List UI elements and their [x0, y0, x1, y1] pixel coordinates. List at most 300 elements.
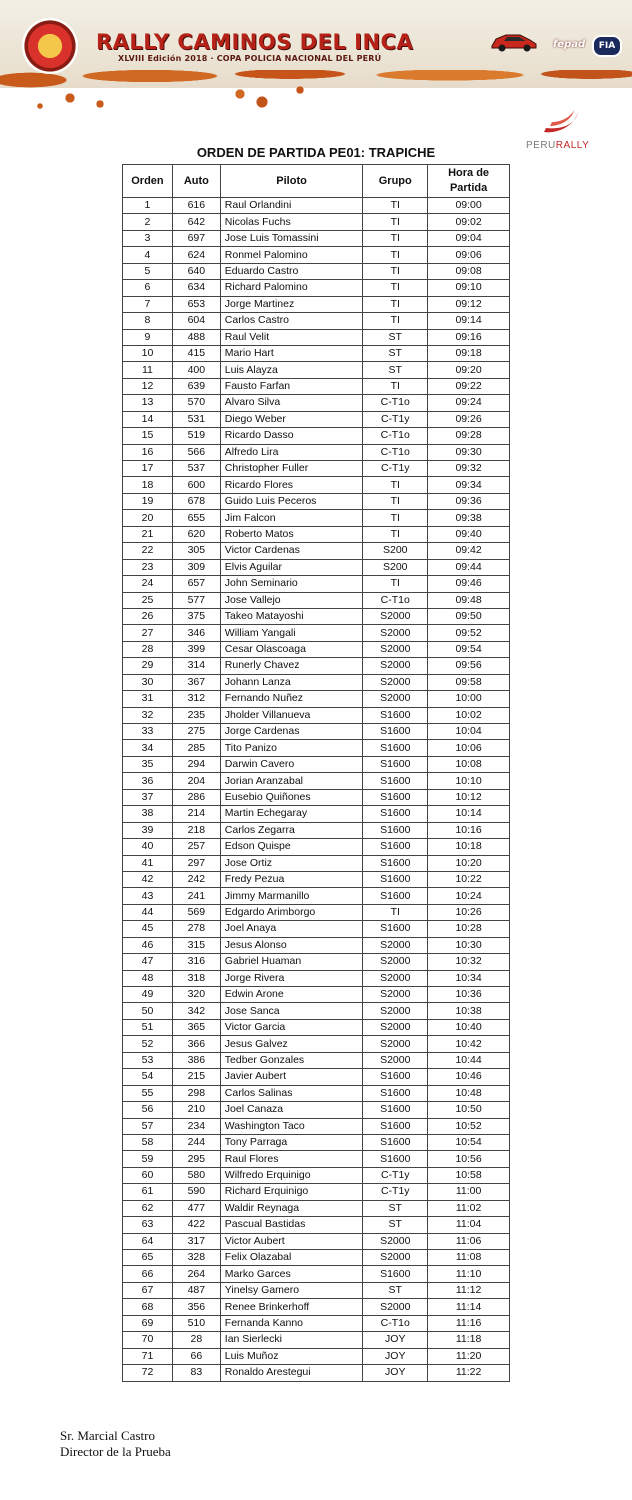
cell-grupo: S1600 — [363, 1151, 428, 1167]
cell-grupo: S1600 — [363, 789, 428, 805]
cell-auto: 275 — [172, 724, 220, 740]
cell-auto: 294 — [172, 756, 220, 772]
cell-piloto: Tedber Gonzales — [220, 1052, 363, 1068]
cell-auto: 356 — [172, 1299, 220, 1315]
cell-auto: 537 — [172, 461, 220, 477]
cell-orden: 50 — [123, 1003, 173, 1019]
cell-auto: 83 — [172, 1365, 220, 1381]
cell-orden: 71 — [123, 1348, 173, 1364]
table-row — [123, 954, 510, 970]
table-row — [123, 1348, 510, 1364]
table-row — [123, 1365, 510, 1381]
cell-piloto: Tony Parraga — [220, 1134, 363, 1150]
table-row — [123, 247, 510, 263]
cell-orden: 58 — [123, 1134, 173, 1150]
cell-hora: 10:34 — [428, 970, 510, 986]
table-row — [123, 543, 510, 559]
cell-grupo: ST — [363, 362, 428, 378]
cell-hora: 10:14 — [428, 806, 510, 822]
cell-grupo: S1600 — [363, 773, 428, 789]
cell-piloto: Edwin Arone — [220, 987, 363, 1003]
cell-hora: 10:08 — [428, 756, 510, 772]
cell-hora: 10:42 — [428, 1036, 510, 1052]
cell-grupo: C-T1o — [363, 592, 428, 608]
cell-grupo: C-T1y — [363, 1167, 428, 1183]
cell-orden: 5 — [123, 263, 173, 279]
table-row — [123, 1134, 510, 1150]
cell-hora: 10:38 — [428, 1003, 510, 1019]
cell-auto: 375 — [172, 608, 220, 624]
cell-grupo: S1600 — [363, 740, 428, 756]
cell-grupo: S1600 — [363, 724, 428, 740]
table-row — [123, 1332, 510, 1348]
cell-hora: 10:10 — [428, 773, 510, 789]
cell-grupo: S2000 — [363, 674, 428, 690]
cell-orden: 3 — [123, 230, 173, 246]
cell-piloto: Jorge Martinez — [220, 296, 363, 312]
cell-grupo: JOY — [363, 1365, 428, 1381]
cell-auto: 531 — [172, 411, 220, 427]
cell-auto: 487 — [172, 1282, 220, 1298]
cell-orden: 16 — [123, 444, 173, 460]
cell-orden: 51 — [123, 1019, 173, 1035]
cell-hora: 09:10 — [428, 280, 510, 296]
table-row — [123, 707, 510, 723]
cell-hora: 09:22 — [428, 378, 510, 394]
cell-piloto: Nicolas Fuchs — [220, 214, 363, 230]
cell-piloto: Yinelsy Gamero — [220, 1282, 363, 1298]
table-row — [123, 411, 510, 427]
cell-grupo: S1600 — [363, 1118, 428, 1134]
cell-hora: 09:42 — [428, 543, 510, 559]
cell-grupo: C-T1y — [363, 411, 428, 427]
cell-grupo: S1600 — [363, 888, 428, 904]
table-row — [123, 855, 510, 871]
table-row — [123, 1266, 510, 1282]
cell-auto: 244 — [172, 1134, 220, 1150]
cell-hora: 10:56 — [428, 1151, 510, 1167]
cell-hora: 10:36 — [428, 987, 510, 1003]
cell-orden: 46 — [123, 937, 173, 953]
cell-hora: 09:32 — [428, 461, 510, 477]
cell-hora: 09:24 — [428, 395, 510, 411]
cell-hora: 09:58 — [428, 674, 510, 690]
cell-auto: 657 — [172, 576, 220, 592]
cell-orden: 1 — [123, 198, 173, 214]
cell-hora: 11:12 — [428, 1282, 510, 1298]
cell-piloto: Jim Falcon — [220, 510, 363, 526]
table-row — [123, 592, 510, 608]
cell-hora: 11:08 — [428, 1250, 510, 1266]
cell-hora: 10:46 — [428, 1069, 510, 1085]
cell-piloto: Joel Anaya — [220, 921, 363, 937]
cell-auto: 600 — [172, 477, 220, 493]
cell-auto: 234 — [172, 1118, 220, 1134]
cell-auto: 315 — [172, 937, 220, 953]
table-row — [123, 641, 510, 657]
cell-hora: 10:26 — [428, 904, 510, 920]
cell-hora: 09:16 — [428, 329, 510, 345]
cell-orden: 23 — [123, 559, 173, 575]
cell-hora: 10:12 — [428, 789, 510, 805]
cell-orden: 13 — [123, 395, 173, 411]
cell-grupo: S1600 — [363, 1069, 428, 1085]
table-row — [123, 493, 510, 509]
cell-orden: 2 — [123, 214, 173, 230]
rally-car-icon — [490, 30, 538, 52]
cell-grupo: S1600 — [363, 855, 428, 871]
table-row — [123, 362, 510, 378]
cell-auto: 320 — [172, 987, 220, 1003]
cell-piloto: Jose Sanca — [220, 1003, 363, 1019]
cell-auto: 577 — [172, 592, 220, 608]
table-row — [123, 806, 510, 822]
table-row — [123, 658, 510, 674]
cell-auto: 365 — [172, 1019, 220, 1035]
cell-auto: 305 — [172, 543, 220, 559]
cell-auto: 624 — [172, 247, 220, 263]
cell-hora: 09:30 — [428, 444, 510, 460]
cell-orden: 22 — [123, 543, 173, 559]
cell-grupo: TI — [363, 477, 428, 493]
cell-hora: 11:16 — [428, 1315, 510, 1331]
cell-hora: 09:36 — [428, 493, 510, 509]
cell-auto: 285 — [172, 740, 220, 756]
cell-grupo: TI — [363, 230, 428, 246]
cell-orden: 41 — [123, 855, 173, 871]
table-row — [123, 313, 510, 329]
cell-piloto: Richard Palomino — [220, 280, 363, 296]
cell-hora: 09:12 — [428, 296, 510, 312]
table-row — [123, 789, 510, 805]
cell-piloto: Jorge Cardenas — [220, 724, 363, 740]
cell-auto: 366 — [172, 1036, 220, 1052]
cell-grupo: JOY — [363, 1348, 428, 1364]
col-header-piloto: Piloto — [220, 165, 363, 198]
cell-hora: 09:40 — [428, 526, 510, 542]
cell-auto: 286 — [172, 789, 220, 805]
cell-orden: 8 — [123, 313, 173, 329]
cell-auto: 569 — [172, 904, 220, 920]
table-row — [123, 559, 510, 575]
signature-name: Sr. Marcial Castro — [60, 1428, 155, 1443]
table-row — [123, 921, 510, 937]
cell-piloto: Eusebio Quiñones — [220, 789, 363, 805]
cell-grupo: S2000 — [363, 954, 428, 970]
cell-grupo: S2000 — [363, 937, 428, 953]
cell-auto: 697 — [172, 230, 220, 246]
table-row — [123, 822, 510, 838]
table-row — [123, 477, 510, 493]
cell-hora: 09:38 — [428, 510, 510, 526]
cell-auto: 367 — [172, 674, 220, 690]
table-row — [123, 198, 510, 214]
cell-grupo: TI — [363, 493, 428, 509]
cell-piloto: Luis Muñoz — [220, 1348, 363, 1364]
cell-auto: 653 — [172, 296, 220, 312]
banner-paint-splash — [0, 70, 632, 112]
cell-grupo: ST — [363, 329, 428, 345]
cell-piloto: Eduardo Castro — [220, 263, 363, 279]
cell-piloto: Tito Panizo — [220, 740, 363, 756]
cell-orden: 6 — [123, 280, 173, 296]
cell-piloto: Takeo Matayoshi — [220, 608, 363, 624]
cell-piloto: Johann Lanza — [220, 674, 363, 690]
cell-auto: 215 — [172, 1069, 220, 1085]
cell-orden: 11 — [123, 362, 173, 378]
table-row — [123, 526, 510, 542]
cell-orden: 40 — [123, 839, 173, 855]
cell-grupo: C-T1o — [363, 428, 428, 444]
cell-orden: 30 — [123, 674, 173, 690]
cell-orden: 9 — [123, 329, 173, 345]
cell-hora: 10:54 — [428, 1134, 510, 1150]
cell-orden: 32 — [123, 707, 173, 723]
cell-orden: 44 — [123, 904, 173, 920]
cell-piloto: Fredy Pezua — [220, 871, 363, 887]
cell-piloto: Renee Brinkerhoff — [220, 1299, 363, 1315]
cell-auto: 309 — [172, 559, 220, 575]
cell-auto: 210 — [172, 1102, 220, 1118]
cell-auto: 242 — [172, 871, 220, 887]
cell-piloto: Felix Olazabal — [220, 1250, 363, 1266]
cell-orden: 67 — [123, 1282, 173, 1298]
event-subtitle: XLVIII Edición 2018 · COPA POLICIA NACIONAL DEL PERÚ — [118, 54, 382, 63]
table-row — [123, 1019, 510, 1035]
cell-orden: 36 — [123, 773, 173, 789]
table-row — [123, 280, 510, 296]
cell-piloto: Ronmel Palomino — [220, 247, 363, 263]
cell-piloto: Luis Alayza — [220, 362, 363, 378]
cell-orden: 57 — [123, 1118, 173, 1134]
cell-hora: 09:54 — [428, 641, 510, 657]
cell-grupo: S2000 — [363, 1052, 428, 1068]
cell-orden: 62 — [123, 1200, 173, 1216]
cell-auto: 640 — [172, 263, 220, 279]
table-row — [123, 773, 510, 789]
cell-grupo: S1600 — [363, 707, 428, 723]
cell-grupo: S2000 — [363, 691, 428, 707]
cell-auto: 519 — [172, 428, 220, 444]
cell-piloto: Carlos Castro — [220, 313, 363, 329]
table-row — [123, 1299, 510, 1315]
cell-hora: 11:18 — [428, 1332, 510, 1348]
cell-piloto: Ian Sierlecki — [220, 1332, 363, 1348]
table-row — [123, 1200, 510, 1216]
header-banner — [0, 0, 632, 112]
cell-grupo: S2000 — [363, 987, 428, 1003]
cell-piloto: Ronaldo Arestegui — [220, 1365, 363, 1381]
cell-piloto: John Seminario — [220, 576, 363, 592]
cell-piloto: Joel Canaza — [220, 1102, 363, 1118]
cell-orden: 27 — [123, 625, 173, 641]
cell-hora: 10:20 — [428, 855, 510, 871]
cell-auto: 634 — [172, 280, 220, 296]
cell-piloto: Jose Ortiz — [220, 855, 363, 871]
cell-hora: 09:44 — [428, 559, 510, 575]
table-row — [123, 625, 510, 641]
cell-orden: 26 — [123, 608, 173, 624]
cell-grupo: C-T1y — [363, 461, 428, 477]
cell-hora: 11:14 — [428, 1299, 510, 1315]
cell-hora: 10:06 — [428, 740, 510, 756]
cell-hora: 10:30 — [428, 937, 510, 953]
cell-piloto: Cesar Olascoaga — [220, 641, 363, 657]
table-row — [123, 1233, 510, 1249]
cell-grupo: TI — [363, 313, 428, 329]
cell-auto: 278 — [172, 921, 220, 937]
cell-auto: 314 — [172, 658, 220, 674]
cell-hora: 09:28 — [428, 428, 510, 444]
table-row — [123, 1282, 510, 1298]
cell-piloto: Fernanda Kanno — [220, 1315, 363, 1331]
cell-orden: 45 — [123, 921, 173, 937]
cell-orden: 47 — [123, 954, 173, 970]
cell-hora: 09:20 — [428, 362, 510, 378]
cell-piloto: Jimmy Marmanillo — [220, 888, 363, 904]
cell-auto: 214 — [172, 806, 220, 822]
cell-piloto: Mario Hart — [220, 345, 363, 361]
cell-auto: 316 — [172, 954, 220, 970]
cell-orden: 42 — [123, 871, 173, 887]
cell-grupo: S2000 — [363, 1003, 428, 1019]
table-row — [123, 937, 510, 953]
cell-orden: 14 — [123, 411, 173, 427]
cell-hora: 09:06 — [428, 247, 510, 263]
table-row — [123, 740, 510, 756]
cell-hora: 10:44 — [428, 1052, 510, 1068]
event-title: RALLY CAMINOS DEL INCA — [96, 30, 414, 54]
col-header-hora: Hora de Partida — [428, 165, 510, 198]
cell-grupo: S200 — [363, 543, 428, 559]
cell-auto: 415 — [172, 345, 220, 361]
table-row — [123, 839, 510, 855]
cell-grupo: ST — [363, 1217, 428, 1233]
cell-hora: 10:52 — [428, 1118, 510, 1134]
cell-hora: 10:04 — [428, 724, 510, 740]
cell-orden: 69 — [123, 1315, 173, 1331]
cell-hora: 10:40 — [428, 1019, 510, 1035]
cell-piloto: Jholder Villanueva — [220, 707, 363, 723]
cell-grupo: TI — [363, 247, 428, 263]
cell-grupo: TI — [363, 576, 428, 592]
cell-grupo: S2000 — [363, 641, 428, 657]
cell-grupo: S2000 — [363, 1233, 428, 1249]
cell-orden: 34 — [123, 740, 173, 756]
cell-orden: 55 — [123, 1085, 173, 1101]
cell-grupo: S2000 — [363, 625, 428, 641]
cell-hora: 10:32 — [428, 954, 510, 970]
cell-orden: 65 — [123, 1250, 173, 1266]
cell-orden: 66 — [123, 1266, 173, 1282]
cell-auto: 28 — [172, 1332, 220, 1348]
cell-auto: 580 — [172, 1167, 220, 1183]
cell-auto: 678 — [172, 493, 220, 509]
cell-hora: 09:14 — [428, 313, 510, 329]
cell-orden: 38 — [123, 806, 173, 822]
cell-piloto: Guido Luis Peceros — [220, 493, 363, 509]
cell-piloto: Jorge Rivera — [220, 970, 363, 986]
cell-orden: 12 — [123, 378, 173, 394]
cell-grupo: S1600 — [363, 839, 428, 855]
cell-hora: 11:20 — [428, 1348, 510, 1364]
table-row — [123, 345, 510, 361]
cell-grupo: TI — [363, 510, 428, 526]
table-row — [123, 1184, 510, 1200]
cell-hora: 11:10 — [428, 1266, 510, 1282]
cell-orden: 15 — [123, 428, 173, 444]
cell-piloto: Jose Vallejo — [220, 592, 363, 608]
cell-hora: 09:50 — [428, 608, 510, 624]
cell-hora: 11:00 — [428, 1184, 510, 1200]
cell-auto: 342 — [172, 1003, 220, 1019]
table-row — [123, 724, 510, 740]
table-row — [123, 395, 510, 411]
cell-auto: 400 — [172, 362, 220, 378]
col-header-orden: Orden — [123, 165, 173, 198]
cell-auto: 642 — [172, 214, 220, 230]
cell-hora: 11:06 — [428, 1233, 510, 1249]
cell-auto: 604 — [172, 313, 220, 329]
cell-orden: 60 — [123, 1167, 173, 1183]
col-header-grupo: Grupo — [363, 165, 428, 198]
cell-auto: 312 — [172, 691, 220, 707]
cell-grupo: S1600 — [363, 871, 428, 887]
table-row — [123, 1069, 510, 1085]
table-row — [123, 378, 510, 394]
cell-piloto: Marko Garces — [220, 1266, 363, 1282]
table-row — [123, 871, 510, 887]
table-row — [123, 608, 510, 624]
cell-orden: 61 — [123, 1184, 173, 1200]
cell-grupo: S1600 — [363, 1102, 428, 1118]
cell-piloto: Jesus Alonso — [220, 937, 363, 953]
cell-auto: 218 — [172, 822, 220, 838]
cell-hora: 09:52 — [428, 625, 510, 641]
cell-grupo: S2000 — [363, 1250, 428, 1266]
cell-grupo: C-T1y — [363, 1184, 428, 1200]
cell-hora: 09:00 — [428, 198, 510, 214]
cell-grupo: TI — [363, 263, 428, 279]
cell-grupo: TI — [363, 198, 428, 214]
cell-grupo: ST — [363, 1200, 428, 1216]
cell-orden: 70 — [123, 1332, 173, 1348]
cell-piloto: Ricardo Dasso — [220, 428, 363, 444]
cell-grupo: TI — [363, 280, 428, 296]
cell-orden: 54 — [123, 1069, 173, 1085]
cell-grupo: C-T1o — [363, 1315, 428, 1331]
table-row — [123, 444, 510, 460]
cell-piloto: Victor Garcia — [220, 1019, 363, 1035]
cell-orden: 63 — [123, 1217, 173, 1233]
cell-grupo: S2000 — [363, 1019, 428, 1035]
table-row — [123, 691, 510, 707]
cell-piloto: Martin Echegaray — [220, 806, 363, 822]
cell-orden: 48 — [123, 970, 173, 986]
cell-auto: 566 — [172, 444, 220, 460]
cell-auto: 66 — [172, 1348, 220, 1364]
cell-piloto: Runerly Chavez — [220, 658, 363, 674]
cell-orden: 43 — [123, 888, 173, 904]
cell-orden: 25 — [123, 592, 173, 608]
cell-auto: 318 — [172, 970, 220, 986]
table-row — [123, 510, 510, 526]
table-row — [123, 888, 510, 904]
cell-orden: 29 — [123, 658, 173, 674]
cell-grupo: S200 — [363, 559, 428, 575]
cell-auto: 570 — [172, 395, 220, 411]
cell-auto: 257 — [172, 839, 220, 855]
